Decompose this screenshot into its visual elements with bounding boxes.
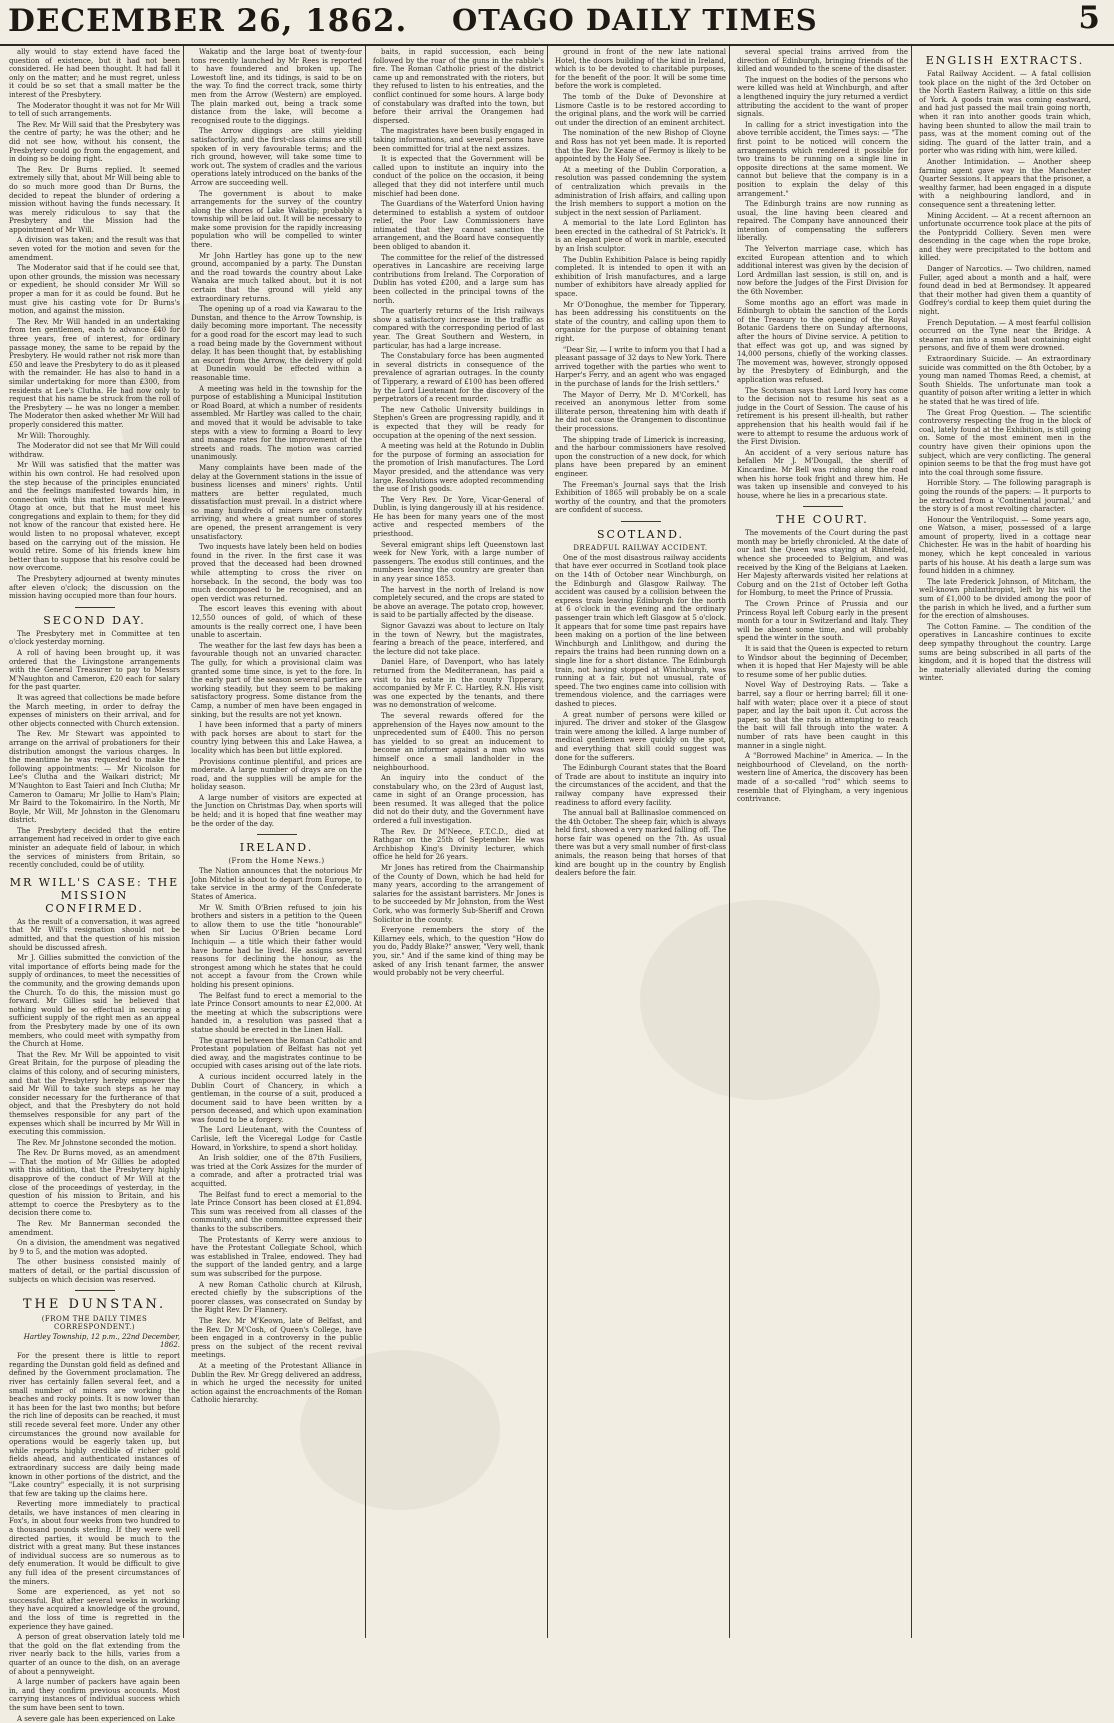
article-paragraph: The Lord Lieutenant, with the Countess of Carlisle, left the Viceregal Lodge for Castle Howard, in Yorkshire, to spend a short holiday. bbox=[191, 1126, 362, 1152]
article-paragraph: Wakatip and the large boat of twenty-four tons recently launched by Mr Rees is reported to have foundered and broken up. The Lowestoft line, and its tidings, is said to be on the way. To find the correct track, some thirty men from the Arrow (Western) are employed. The plain marked out, being a track some distance from the lake, will become a recognised route to the diggings. bbox=[191, 48, 362, 125]
article-paragraph: Mr Jones has retired from the Chairmanship of the County of Down, which he had held for many years, according to the arrangement of salaries for the assistant barristers. Mr Jones is to be succeeded by Mr Johnston, from the West Cork, who was formerly Sub-Sheriff and Crown Solicitor in the county. bbox=[373, 864, 544, 924]
article-paragraph: The Rev. Mr Stewart was appointed to arrange on the arrival of probationers for their distribution amongst the various charges. In the meantime he was requested to make the following appointments: — Mr Nicolson for Lee's Clutha and the Waikari district; Mr M'Naughton to East Taieri and Inch Clutha; Mr Cameron to Oamaru; Mr Jollie to Ham's Plain; Mr Baird to the Tokomairiro. In the North, Mr Boyle, Mr Will, Mr Johnston in the Glenomaru district. bbox=[9, 730, 180, 825]
article-paragraph: The Crown Prince of Prussia and our Princess Royal left Coburg early in the present month for a tour in Switzerland and Italy. They will be absent some time, and will probably spend the winter in the south. bbox=[737, 600, 908, 643]
article-paragraph: The Nation announces that the notorious Mr John Mitchel is about to depart from Europe, to take service in the army of the Confederate States of America. bbox=[191, 867, 362, 902]
article-paragraph: The quarterly returns of the Irish railways show a satisfactory increase in the traffic as compared with the corresponding period of last year. The Great Southern and Western, in particular, has had a large increase. bbox=[373, 307, 544, 350]
article-paragraph: The Protestants of Kerry were anxious to have the Protestant Collegiate School, which was established in Tralee, endowed. They had the support of the landed gentry, and a large sum was subscribed for the purpose. bbox=[191, 1235, 362, 1278]
article-paragraph: At a meeting of the Dublin Corporation, a resolution was passed condemning the system of centralization which prevails in the administration of Irish affairs, and calling upon the Irish members to support a motion on the subject in the next session of Parliament. bbox=[555, 165, 726, 217]
column-2 bbox=[188, 46, 366, 1638]
article-paragraph: The Dublin Exhibition Palace is being rapidly completed. It is intended to open it with an exhibition of Irish manufactures, and a large number of exhibitors have already applied for space. bbox=[555, 255, 726, 299]
article-paragraph: A roll of having been brought up, it was ordered that the Livingstone arrangements with the General Treasurer to pay to Messrs M'Naughton and Cameron, £20 each for salary for the past quarter. bbox=[9, 649, 180, 692]
article-paragraph: ally would to stay extend have faced the question of existence, but it had not been considered. He had been thought. It had fall it only on the matter; and he must regret, unless it could be so set that a small matter be the interest of the Presbytery. bbox=[9, 48, 180, 99]
article-paragraph: The Rev. Mr Will handed in an undertaking from ten gentlemen, each to advance £40 for three years, free of interest, for ordinary passage money, the same to be repaid by the Presbytery. He would rather not risk more than £50 and leave the Presbytery to do as it pleased with the remainder. He has also to hand in a similar undertaking for more than £300, from residents at Lee's Clutha. He had now only to request that his name be struck from the roll of the Presbytery — he was no longer a member. The Moderator then asked whether Mr Will had properly considered this matter. bbox=[9, 317, 180, 429]
article-paragraph: The shipping trade of Limerick is increasing, and the harbour commissioners have resolved upon the construction of a new dock, for which plans have been prepared by an eminent engineer. bbox=[555, 435, 726, 478]
article-paragraph: For the present there is little to report regarding the Dunstan gold field as defined and defined by the Government proclamation. The river has certainly fallen several feet, and a small number of miners are working the beaches and rocky points. It is now lower than it has been for the last two months; but before the rich line of deposits can be reached, it must still recede several feet more. Under any other circumstances the ground now available for operations would be eagerly taken up, but while reports highly credible of richer gold fields ahead, and authenticated instances of extraordinary success are daily being made known in other portions of the district, and the "Lake country" especially, it is not surprising that few are taking up the claims here. bbox=[9, 1352, 180, 1498]
article-paragraph: "Dear Sir, — I write to inform you that I had a pleasant passage of 32 days to New York. There arrived together with the parties who went to Harper's Ferry, and an agent who was engaged in the purchase of lands for the Irish settlers." bbox=[555, 345, 726, 388]
article-paragraph: The government is about to make arrangements for the survey of the country along the shores of Lake Wakatip; probably a township will be laid out. It will be necessary to make some provision for the rapidly increasing population who will be compelled to winter there. bbox=[191, 189, 362, 250]
article-paragraph: The Arrow diggings are still yielding satisfactorily, and the first-class claims are still spoken of in very favourable terms; and the rich ground, however, will take some time to work out. The system of cradles and the various operations lately introduced on the banks of the Arrow are succeeding well. bbox=[191, 127, 362, 187]
article-paragraph: An accident of a very serious nature has befallen Mr J. M'Dougall, the sheriff of Kincardine. Mr Bell was riding along the road when his horse took fright and threw him. He was taken up insensible and conveyed to his house, where he lies in a precarious state. bbox=[737, 448, 908, 500]
article-paragraph: baits, in rapid succession, each being followed by the roar of the guns in the rabble's fire. The Roman Catholic priest of the district came up and remonstrated with the rioters, but they refused to listen to his entreaties, and the conflict continued for some hours. A large body of constabulary was drafted into the town, but before their arrival the Orangemen had dispersed. bbox=[373, 48, 544, 125]
article-paragraph: Mr W. Smith O'Brien refused to join his brothers and sisters in a petition to the Queen to allow them to use the title "honourable" when Sir Lucius O'Brien became Lord Inchiquin — a title which their father would have borne had he lived. He assigns several reasons for declining the honour, as the strongest among which he states that he could not accept a favour from the Crown while holding his present opinions. bbox=[191, 903, 362, 989]
article-paragraph: Fatal Railway Accident. — A fatal collision took place on the night of the 3rd October on the North Eastern Railway, a little on this side of York. A goods train was coming eastward, and had just passed the mail train going north, when it ran into another goods train which, having been shunted to allow the mail train to pass, was at the moment coming out of the siding. The guard of the latter train, and a porter who was riding with him, were killed. bbox=[919, 70, 1091, 156]
article-paragraph: The Edinburgh Courant states that the Board of Trade are about to institute an inquiry into the circumstances of the accident, and that the railway company have expressed their readiness to afford every facility. bbox=[555, 764, 726, 807]
article-paragraph: The Edinburgh trains are now running as usual, the line having been cleared and repaired. The Company have announced their intention of compensating the sufferers liberally. bbox=[737, 200, 908, 243]
article-paragraph: The annual ball at Ballinasloe commenced on the 4th October. The sheep fair, which is always held first, showed a very marked falling off. The horse fair was opened on the 7th. As usual there was but a very small number of first-class animals, the reason being that horses of that kind are bought up in the country by English dealers before the fair. bbox=[555, 809, 726, 878]
section-heading: MR WILL'S CASE: THE MISSION CONFIRMED. bbox=[9, 875, 180, 915]
article-paragraph: The Constabulary force has been augmented in several districts in consequence of the prevalence of agrarian outrages. In the county of Tipperary, a reward of £100 has been offered by the Lord Lieutenant for the discovery of the perpetrators of a recent murder. bbox=[373, 352, 544, 404]
section-divider bbox=[621, 521, 661, 522]
article-paragraph: The Moderator thought it was not for Mr Will to tell of such arrangements. bbox=[9, 101, 180, 119]
article-paragraph: Reverting more immediately to practical details, we have instances of men clearing in Fox's, in about four weeks from two hundred to a thousand pounds sterling. If they were well directed parties, it would be much to the district with a great many. But these instances of individual success are so numerous as to defy enumeration. It would be difficult to give any full idea of the present circumstances of the miners. bbox=[9, 1500, 180, 1586]
section-divider bbox=[803, 506, 843, 507]
article-paragraph: The nomination of the new Bishop of Cloyne and Ross has not yet been made. It is reported that the Rev. Dr Keane of Fermoy is likely to be appointed by the Holy See. bbox=[555, 129, 726, 164]
article-paragraph: Signor Gavazzi was about to lecture on Italy in the town of Newry, but the magistrates, fearing a breach of the peace, interfered, and the lecture did not take place. bbox=[373, 622, 544, 656]
article-paragraph: Honour the Ventriloquist. — Some years ago, one Watson, a miser, possessed of a large amount of property, lived in a cottage near Chichester. He was in the habit of hoarding his money, which he kept concealed in various parts of his house. At his death a large sum was found hidden in a chimney. bbox=[919, 515, 1091, 576]
section-subheading: Hartley Township, 12 p.m., 22nd December, 1862. bbox=[23, 1333, 180, 1350]
article-paragraph: The several rewards offered for the apprehension of the Hayes now amount to the unprecedented sum of £400. This no person has yielded to so great an inducement to become an informer against a man who was himself once a small landholder in the neighbourhood. bbox=[373, 711, 544, 772]
article-paragraph: A meeting was held in the township for the purpose of establishing a Municipal Institution or Road Board, at which a number of residents assembled. Mr Hartley was called to the chair, and moved that it would be advisable to take steps with a view to forming a Board to levy and manage rates for the improvement of the streets and roads. The motion was carried unanimously. bbox=[191, 384, 362, 462]
article-paragraph: Mining Accident. — At a recent afternoon an unfortunate occurrence took place at the pits of the Pontypridd Colliery. Seven men were descending in the cage when the rope broke, and they were precipitated to the bottom and killed. bbox=[919, 211, 1091, 263]
article-paragraph: The tomb of the Duke of Devonshire at Lismore Castle is to be restored according to the original plans, and the work will be carried out under the direction of an eminent architect. bbox=[555, 92, 726, 127]
article-paragraph: The Rev. Dr M'Neece, F.T.C.D., died at Rathgar on the 25th of September. He was Archbishop King's Divinity lecturer, which office he held for 26 years. bbox=[373, 827, 544, 862]
article-paragraph: Horrible Story. — The following paragraph is going the rounds of the papers: — It purports to be extracted from a 'Continental journal,' and the story is of a most revolting character. bbox=[919, 479, 1091, 514]
article-paragraph: Some are experienced, as yet not so successful. But after several weeks in working they have acquired a knowledge of the ground, and the loss of time is regretted in the experience they have gained. bbox=[9, 1588, 180, 1631]
article-paragraph: A severe gale has been experienced on Lake bbox=[17, 1714, 175, 1723]
article-paragraph: As the result of a conversation, it was agreed that Mr Will's resignation should not be admitted, and that the question of his mission should be discussed afresh. bbox=[9, 917, 180, 952]
article-paragraph: A "Borrowed Machine" in America. — In the neighbourhood of Cleveland, on the north-western line of America, the discovery has been made of a so-called "rod" which seems to resemble that of Flyingham, a very ingenious contrivance. bbox=[737, 752, 908, 804]
column-4 bbox=[552, 46, 730, 1638]
article-paragraph: A person of great observation lately told me that the gold on the flat extending from the river nearly back to the hills, varies from a quarter of an ounce to the dish, on an average of about a pennyweight. bbox=[9, 1633, 180, 1676]
article-paragraph: The Rev. Mr Johnstone seconded the motion. bbox=[17, 1138, 177, 1147]
article-paragraph: An inquiry into the conduct of the constabulary who, on the 23rd of August last, came in sight of an Orange procession, has been resumed. It was alleged that the police did not do their duty, and the Government have ordered a full investigation. bbox=[373, 774, 544, 826]
column-6 bbox=[916, 46, 1094, 1638]
article-paragraph: Mr Will was satisfied that the matter was within his own control. He had resolved upon the step because of the principles enunciated and the feelings manifested towards him, in connection with this matter. He would leave Otago at once, but that he must meet his congregations and explain to them; for they did not know of the rancour that existed here. He would listen to no proposal whatever, except based on the carrying out of the mission. He would retire. Some of his friends knew him better than to suppose that his resolve could be now overcome. bbox=[9, 461, 180, 573]
article-paragraph: The Very Rev. Dr Yore, Vicar-General of Dublin, is lying dangerously ill at his residence. He has been for many years one of the most active and respected members of the priesthood. bbox=[373, 495, 544, 539]
article-paragraph: It is expected that the Government will be called upon to institute an inquiry into the conduct of the police on the occasion, it being alleged that they did not interfere until much mischief had been done. bbox=[373, 155, 544, 198]
article-paragraph: Some months ago an effort was made in Edinburgh to obtain the sanction of the Lords of the Treasury to the opening of the Royal Botanic Gardens there on Sunday afternoons, after the hours of Divine service. A petition to that effect was got up, and was signed by 14,000 persons, chiefly of the working classes. The movement was, however, strongly opposed by the Presbytery of Edinburgh, and the application was refused. bbox=[737, 298, 908, 384]
article-paragraph: One of the most disastrous railway accidents that have ever occurred in Scotland took place on the 14th of October near Winchburgh, on the Edinburgh and Glasgow Railway. The accident was caused by a collision between the express train leaving Edinburgh for the north at 6 o'clock in the evening and the ordinary passenger train which left Glasgow at 5 o'clock. It appears that for some time past repairs have been making on a portion of the line between Winchburgh and Linlithgow, and during the repairs the trains had been running down on a single line for a short distance. The Edinburgh train, not having stopped at Winchburgh, was running at a fair, but not unusual, rate of speed. The two engines came into collision with tremendous violence, and the carriages were dashed to pieces. bbox=[555, 553, 726, 708]
section-heading: IRELAND. bbox=[239, 841, 314, 855]
article-paragraph: The opening up of a road via Kawarau to the Dunstan, and thence to the Arrow Township, is daily becoming more important. The necessity for a good road for the escort may lead to such a road being made by the Government without delay. It has been thought that, by establishing an escort from the Arrow, the delivery of gold at Dunedin would be effected within a reasonable time. bbox=[191, 305, 362, 382]
article-paragraph: The movements of the Court during the past month may be briefly chronicled. At the date of our last the Queen was staying at Rhinefeld, whence she proceeded to Belgium, and was received by the King of the Belgians at Laeken. Her Majesty afterwards visited her relations at Coburg and on the 21st of October left Gotha for Homburg, to meet the Prince of Prussia. bbox=[737, 529, 908, 598]
article-paragraph: several special trains arrived from the direction of Edinburgh, bringing friends of the killed and wounded to the scene of the disaster. bbox=[737, 48, 908, 74]
article-paragraph: A large number of packers have again been in, and they confirm previous accounts. Most carrying instances of individual success which the sum have been sent to town. bbox=[9, 1678, 180, 1712]
article-paragraph: Danger of Narcotics. — Two children, named Fuller, aged about a month and a half, were found dead in bed at Bermondsey. It appeared that their mother had given them a quantity of Godfrey's cordial to keep them quiet during the night. bbox=[919, 265, 1091, 317]
article-paragraph: A new Roman Catholic church at Kilrush, erected chiefly by the subscriptions of the poorer classes, was consecrated on Sunday by the Right Rev. Dr Flannery. bbox=[191, 1280, 362, 1315]
article-paragraph: A large number of visitors are expected at the Junction on Christmas Day, when sports will be held; and it is hoped that fine weather may be the order of the day. bbox=[191, 793, 362, 828]
article-paragraph: The harvest in the north of Ireland is now completely secured, and the crops are stated to be above an average. The potato crop, however, is said to be partially affected by the disease. bbox=[373, 585, 544, 620]
article-paragraph: The Presbytery adjourned at twenty minutes after eleven o'clock; the discussion on the mission having occupied more than four hours. bbox=[9, 575, 180, 601]
article-paragraph: The Cotton Famine. — The condition of the operatives in Lancashire continues to excite deep sympathy throughout the country. Large sums are being subscribed in all parts of the kingdom, and it is hoped that the distress will be materially alleviated during the coming winter. bbox=[919, 622, 1091, 683]
article-paragraph: The Rev. Mr Will said that the Presbytery was the centre of party; he was the other; and he did not see how, without his consent, the Presbytery could go from the engagement, and in doing so be doing right. bbox=[9, 120, 180, 164]
section-heading: SCOTLAND. bbox=[596, 527, 685, 541]
section-heading: THE COURT. bbox=[776, 513, 869, 527]
issue-date: DECEMBER 26, 1862. bbox=[8, 3, 408, 39]
article-paragraph: Everyone remembers the story of the Killarney eels, which, to the question "How do you do, Paddy Blake?" answer, "Very well, thank you, sir." And if the same kind of thing may be asked of any Irish tenant farmer, the answer would probably not be very cheerful. bbox=[373, 926, 544, 978]
article-paragraph: The new Catholic University buildings in Stephen's Green are progressing rapidly, and it is expected that they will be ready for occupation at the opening of the next session. bbox=[373, 405, 544, 440]
article-paragraph: The committee for the relief of the distressed operatives in Lancashire are receiving large contributions from Ireland. The Corporation of Dublin has voted £200, and a large sum has been collected in the principal towns of the north. bbox=[373, 253, 544, 305]
article-paragraph: The Rev. Mr M'Keown, late of Belfast, and the Rev. Dr M'Cosh, of Queen's College, have been engaged in a controversy in the public press on the subject of the recent revival meetings. bbox=[191, 1316, 362, 1360]
article-paragraph: The Presbytery met in Committee at ten o'clock yesterday morning. bbox=[9, 629, 180, 647]
newspaper-title: OTAGO DAILY TIMES bbox=[452, 3, 818, 37]
article-paragraph: The Rev. Dr Burns replied. It seemed extremely silly that, about Mr Will being able to do so much more good than Dr Burns, the decided to repeat the blunder of ordering a mission without having the funds necessary. It was merely ridiculous to say that the Presbytery and the Mission had the appointment of Mr Will. bbox=[9, 165, 180, 234]
article-paragraph: Provisions continue plentiful, and prices are moderate. A large number of drays are on the road, and the supplies will be ample for the holiday season. bbox=[191, 757, 362, 792]
article-paragraph: The weather for the last few days has been a favourable though not an unvaried character. The gully, for which a provisional claim was granted some time since, is yet to the fore. In the early part of the season several parties are working steadily, but they seem to be making satisfactory progress. Some distance from the Camp, a number of men have been engaged in sinking, but the results are not yet known. bbox=[191, 641, 362, 719]
article-paragraph: Another Intimidation. — Another sheep farming agent gave way in the Manchester Quarter Sessions. It appears that the prisoner, a wealthy farmer, had been engaged in a dispute with a neighbouring landlord, and in consequence sent a threatening letter. bbox=[919, 157, 1091, 209]
article-paragraph: The Yelverton marriage case, which has excited European attention and to which additional interest was given by the decision of Lord Ardmillan last session, is still on, and is now before the Judges of the First Division for the 6th November. bbox=[737, 245, 908, 297]
section-heading: THE DUNSTAN. bbox=[22, 1297, 167, 1313]
article-paragraph: ground in front of the new late national Hotel, the doors building of the kind in Ireland, which is to be devoted to charitable purposes, for the benefit of the poor. It will be some time before the work is completed. bbox=[555, 48, 726, 91]
page-number: 5 bbox=[1078, 0, 1100, 36]
article-paragraph: Several emigrant ships left Queenstown last week for New York, with a large number of passengers. The exodus still continues, and the numbers leaving the country are greater than in any year since 1853. bbox=[373, 540, 544, 584]
section-heading: ENGLISH EXTRACTS. bbox=[925, 54, 1085, 67]
article-paragraph: The Belfast fund to erect a memorial to the late Prince Consort amounts to near £2,000. At the meeting at which the subscriptions were handed in, a resolution was passed that a statue should be erected in the Linen Hall. bbox=[191, 991, 362, 1034]
article-paragraph: The magistrates have been busily engaged in taking informations, and several persons have been committed for trial at the next assizes. bbox=[373, 127, 544, 153]
article-paragraph: The Great Frog Question. — The scientific controversy respecting the frog in the block of coal, lately found at the Exhibition, is still going on. Some of the most eminent men in the country have given their opinions upon the subject, which are very conflicting. The general opinion seems to be that the frog must have got into the coal through some fissure. bbox=[919, 408, 1091, 477]
article-paragraph: The other business consisted mainly of matters of detail, or the partial discussion of subjects on which decision was reserved. bbox=[9, 1258, 180, 1284]
article-paragraph: A curious incident occurred lately in the Dublin Court of Chancery, in which a gentleman, in the course of a suit, produced a document said to have been written by a person deceased, and which upon examination was found to be a forgery. bbox=[191, 1072, 362, 1124]
article-paragraph: I have been informed that a party of miners with pack horses are about to start for the country lying between this and Lake Hawea, a locality which has been but little explored. bbox=[191, 721, 362, 755]
article-paragraph: Novel Way of Destroying Rats. — Take a barrel, say a flour or herring barrel; fill it one-half with water; place over it a piece of stout paper, and lay the bait upon it. Cut across the paper, so that the rats in attempting to reach the bait will fall through into the water. A number of rats have been caught in this manner in a single night. bbox=[737, 681, 908, 750]
article-paragraph: On a division, the amendment was negatived by 9 to 5, and the motion was adopted. bbox=[9, 1239, 180, 1256]
article-paragraph: Two inquests have lately been held on bodies found in the river. In the first case it was proved that the deceased had been drowned while attempting to cross the river on horseback. In the second, the body was too much decomposed to be recognised, and an open verdict was returned. bbox=[191, 543, 362, 603]
article-paragraph: Many complaints have been made of the delay at the Government stations in the issue of business licenses and miners' rights. Until matters are better regulated, much dissatisfaction must prevail. In a district where so many hundreds of miners are constantly arriving, and where a great number of stores are opened, the present arrangement is very unsatisfactory. bbox=[191, 463, 362, 541]
section-divider bbox=[75, 607, 115, 608]
article-paragraph: The Freeman's Journal says that the Irish Exhibition of 1865 will probably be on a scale worthy of the country, and that the promoters are confident of success. bbox=[555, 480, 726, 515]
section-subheading: DREADFUL RAILWAY ACCIDENT. bbox=[573, 543, 708, 552]
article-paragraph: Daniel Hare, of Davenport, who has lately returned from the Mediterranean, has paid a visit to his estate in the county Tipperary, accompanied by Mr F. C. Hartley, R.N. His visit was one expected by the tenants, and there was no demonstration of welcome. bbox=[373, 658, 544, 710]
article-paragraph: It is said that the Queen is expected to return to Windsor about the beginning of December, when it is hoped that Her Majesty will be able to resume some of her public duties. bbox=[737, 645, 908, 679]
article-paragraph: Mr O'Donoghue, the member for Tipperary, has been addressing his constituents on the state of the country, and calling upon them to organize for the purpose of obtaining tenant right. bbox=[555, 300, 726, 343]
article-paragraph: Mr J. Gillies submitted the conviction of the vital importance of efforts being made for the supply of ordinances, to meet the necessities of the community, and the growing demands upon the Church. To do this, the mission must go forward. Mr Gillies said he believed that nothing would be so effectual in securing a sufficient supply of the right men as an appeal from the Presbytery made by one of its own members, who could meet with sympathy from the Church at Home. bbox=[9, 954, 180, 1049]
article-paragraph: A great number of persons were killed or injured. The driver and stoker of the Glasgow train were among the killed. A large number of medical gentlemen were quickly on the spot, and everything that skill could suggest was done for the sufferers. bbox=[555, 710, 726, 762]
article-paragraph: The quarrel between the Roman Catholic and Protestant population of Belfast has not yet died away, and the magistrates continue to be occupied with cases arising out of the late riots. bbox=[191, 1036, 362, 1071]
article-paragraph: A meeting was held at the Rotundo in Dublin for the purpose of forming an association for the promotion of Irish manufactures. The Lord Mayor presided, and the attendance was very large. Resolutions were adopted recommending the use of Irish goods. bbox=[373, 442, 544, 494]
article-paragraph: Extraordinary Suicide. — An extraordinary suicide was committed on the 8th October, by a young man named Thomas Reed, a chemist, at South Shields. The unfortunate man took a quantity of poison after writing a letter in which he stated that he was tired of life. bbox=[919, 355, 1091, 406]
article-paragraph: The late Frederick Johnson, of Mitcham, the well-known philanthropist, left by his will the sum of £1,000 to be divided among the poor of the parish in which he lived, and a further sum for the erection of almshouses. bbox=[919, 577, 1091, 621]
column-1 bbox=[6, 46, 184, 1723]
article-paragraph: In calling for a strict investigation into the above terrible accident, the Times says: — "The first point to be noticed will concern the arrangements which rendered it possible for two trains to be running on a single line in opposite directions at the same moment. We cannot but believe that the company is in a position to explain the delay of this arrangement." bbox=[737, 120, 908, 198]
article-paragraph: The Scotsman says that Lord Ivory has come to the decision not to resume his seat as a judge in the Court of Session. The cause of his retirement is his present ill-health, but rather apprehension that his health would fail if he were to attempt to resume the arduous work of the First Division. bbox=[737, 386, 908, 447]
article-paragraph: The escort leaves this evening with about 12,550 ounces of gold, of which of these amounts is the really correct one, I have been unable to ascertain. bbox=[191, 605, 362, 640]
article-paragraph: Mr John Hartley has gone up to the new ground, accompanied by a party. The Dunstan and the road towards the country about Lake Wanaka are much talked about, but it is not certain that the ground will yield any extraordinary returns. bbox=[191, 251, 362, 303]
article-paragraph: French Deputation. — A most fearful collision occurred on the Tyne near the Bridge. A steamer ran into a small boat containing eight persons, and five of them were drowned. bbox=[919, 318, 1091, 353]
article-paragraph: A memorial to the late Lord Eglinton has been erected in the cathedral of St Patrick's. It is an elegant piece of work in marble, executed by an Irish sculptor. bbox=[555, 219, 726, 254]
column-3 bbox=[370, 46, 548, 1638]
article-paragraph: The inquest on the bodies of the persons who were killed was held at Winchburgh, and after a lengthened inquiry the jury returned a verdict attributing the accident to the want of proper signals. bbox=[737, 75, 908, 119]
column-5 bbox=[734, 46, 912, 1638]
masthead bbox=[0, 0, 1114, 46]
article-paragraph: The Presbytery decided that the entire arrangement had received in order to give each minister an adequate field of labour, in which the services of ministers from Britain, so recently concluded, could be of utility. bbox=[9, 826, 180, 870]
article-paragraph: The Mayor of Derry, Mr D. M'Corkell, has received an anonymous letter from some illiterate person, threatening him with death if he did not cause the Orangemen to discontinue their processions. bbox=[555, 390, 726, 433]
article-paragraph: That the Rev. Mr Will be appointed to visit Great Britain, for the purpose of pleading the claims of this colony, and of securing ministers, and that the Presbytery hereby empower the said Mr Will to take such steps as he may consider necessary for the furtherance of that object, and that the Presbytery do not hold themselves responsible for any part of the expenses which shall be incurred by Mr Will in executing this commission. bbox=[9, 1050, 180, 1137]
section-divider bbox=[257, 834, 297, 835]
section-subheading: (FROM THE DAILY TIMES CORRESPONDENT.) bbox=[41, 1315, 148, 1332]
article-paragraph: At a meeting of the Protestant Alliance in Dublin the Rev. Mr Gregg delivered an address, in which he urged the necessity for united action against the encroachments of the Roman Catholic hierarchy. bbox=[191, 1361, 362, 1405]
article-columns bbox=[4, 46, 1112, 1723]
article-paragraph: The Rev. Mr Bannerman seconded the amendment. bbox=[9, 1220, 180, 1237]
article-paragraph: Mr Will: Thoroughly. bbox=[17, 431, 91, 440]
section-divider bbox=[75, 1290, 115, 1291]
section-subheading: (From the Home News.) bbox=[228, 857, 325, 866]
article-paragraph: It was agreed that collections be made before the March meeting, in order to defray the expenses of ministers on their arrival, and for other objects connected with Church extension. bbox=[9, 693, 181, 728]
section-heading: SECOND DAY. bbox=[43, 613, 146, 627]
article-paragraph: The Moderator said that if he could see that, upon other grounds, the mission was necessary or expedient, he should consider Mr Will so proper a man for it as could be found. But he must give his casting vote for Dr Burns's motion, and against the mission. bbox=[9, 264, 180, 316]
article-paragraph: An Irish soldier, one of the 87th Fusiliers, was tried at the Cork Assizes for the murder of a comrade, and after a protracted trial was acquitted. bbox=[191, 1154, 362, 1189]
article-paragraph: The Belfast fund to erect a memorial to the late Prince Consort has been closed at £1,894. This sum was received from all classes of the community, and the committee expressed their thanks to the subscribers. bbox=[191, 1190, 362, 1233]
article-paragraph: The Guardians of the Waterford Union having determined to establish a system of outdoor relief, the Poor Law Commissioners have intimated that they cannot sanction the arrangement, and the Board have consequently been obliged to abandon it. bbox=[373, 200, 544, 252]
article-paragraph: The Rev. Dr Burns moved, as an amendment — That the motion of Mr Gillies be adopted with this addition, that the Presbytery highly disapprove of the conduct of Mr Will at the close of the proceedings of yesterday, in the question of his mission to Britain, and his attempt to coerce the Presbytery as to the decision there come to. bbox=[9, 1149, 180, 1218]
article-paragraph: A division was taken; and the result was that seven voted for the motion and seven for the amendment. bbox=[9, 236, 180, 262]
article-paragraph: The Moderator did not see that Mr Will could withdraw. bbox=[9, 442, 180, 459]
